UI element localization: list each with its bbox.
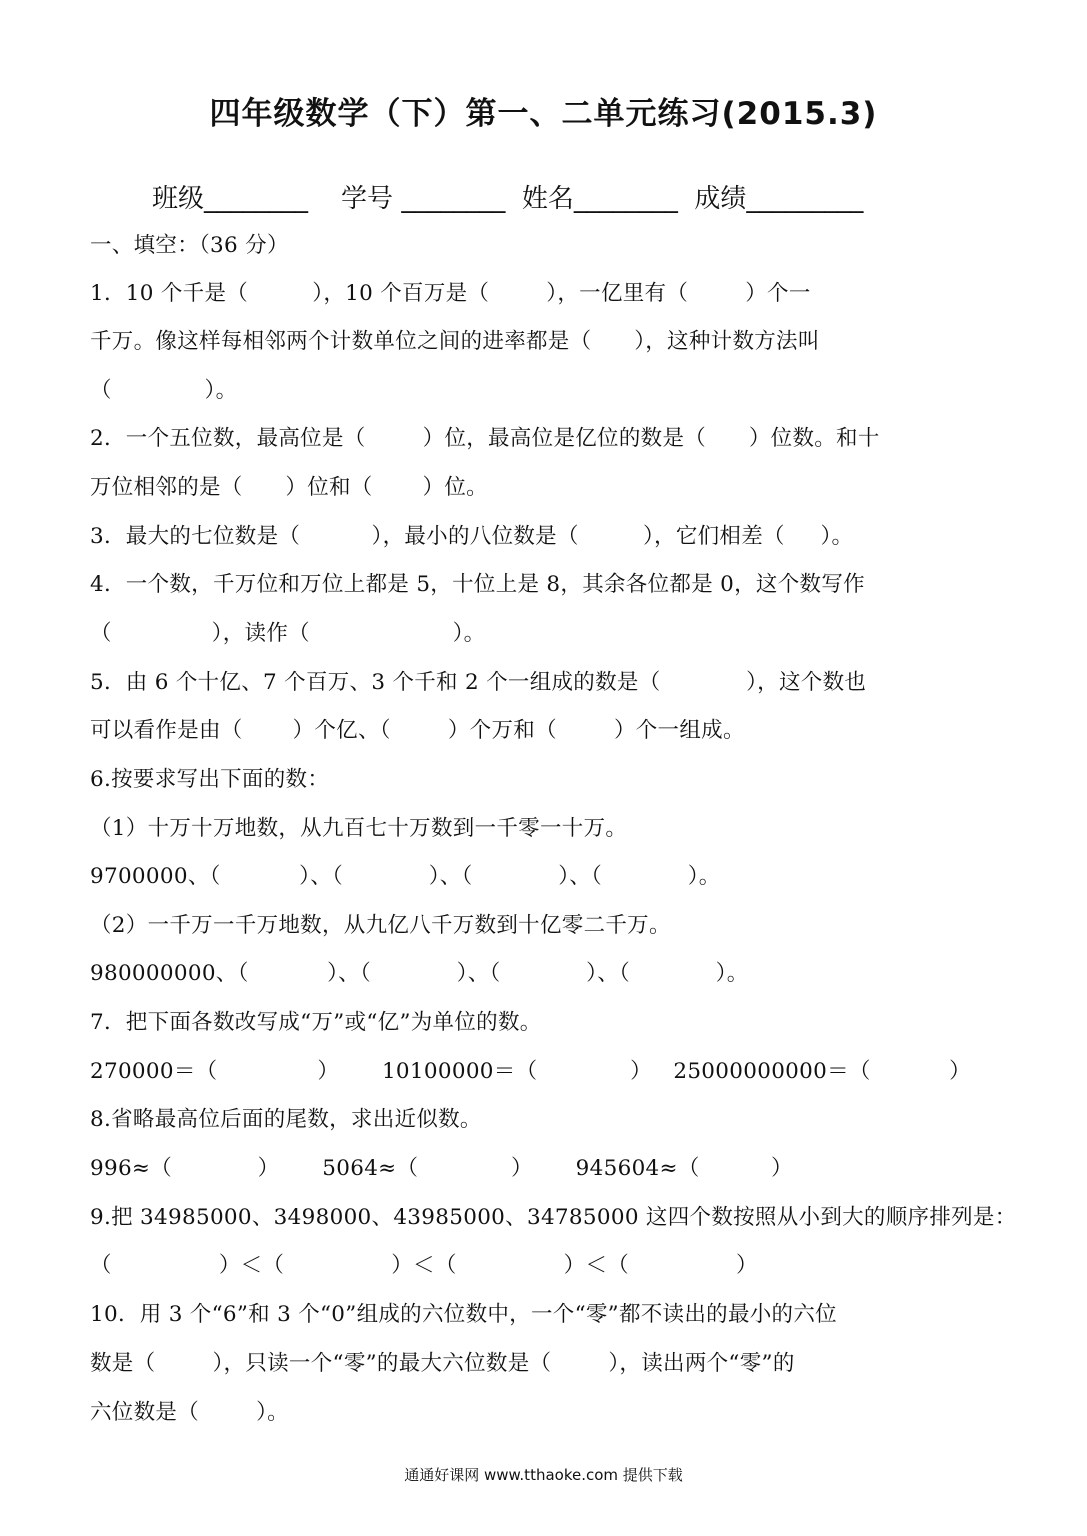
question-8-answers: 996≈（ ） 5064≈（ ） 945604≈（ ） bbox=[90, 1156, 793, 1181]
question-4-line-1: 4．一个数，千万位和万位上都是 5，十位上是 8，其余各位都是 0，这个数写作 bbox=[90, 572, 865, 597]
question-10-line-1: 10．用 3 个“6”和 3 个“0”组成的六位数中，一个“零”都不读出的最小的六位 bbox=[90, 1302, 837, 1327]
question-8-header: 8.省略最高位后面的尾数，求出近似数。 bbox=[90, 1107, 482, 1132]
question-7-answers: 270000＝（ ） 10100000＝（ ） 25000000000＝（ ） bbox=[90, 1059, 971, 1084]
question-5-line-2: 可以看作是由（ ）个亿、（ ）个万和（ ）个一组成。 bbox=[90, 718, 745, 743]
question-2-line-2: 万位相邻的是（ ）位和（ ）位。 bbox=[90, 475, 488, 500]
question-5-line-1: 5．由 6 个十亿、7 个百万、3 个千和 2 个一组成的数是（ ），这个数也 bbox=[90, 670, 867, 695]
question-9-answers: （ ）＜（ ）＜（ ）＜（ ） bbox=[90, 1253, 758, 1278]
footer-credit: 通通好课网 www.tthaoke.com 提供下载 bbox=[404, 1466, 683, 1484]
question-10-line-3: 六位数是（ ）。 bbox=[90, 1400, 289, 1425]
student-info-line: 班级________ 学号 ________ 姓名________ 成绩_________ bbox=[152, 184, 864, 214]
question-6-part-2: （2）一千万一千万地数，从九亿八千万数到十亿零二千万。 bbox=[90, 913, 671, 938]
question-9-header: 9.把 34985000、3498000、43985000、34785000 这四个数按照从小到大的顺序排列是： bbox=[90, 1205, 1017, 1230]
question-3: 3．最大的七位数是（ ），最小的八位数是（ ），它们相差（ ）。 bbox=[90, 524, 854, 549]
question-6-part-1: （1）十万十万地数，从九百七十万数到一千零一十万。 bbox=[90, 816, 628, 841]
question-10-line-2: 数是（ ），只读一个“零”的最大六位数是（ ），读出两个“零”的 bbox=[90, 1351, 795, 1376]
question-1-line-2: 千万。像这样每相邻两个计数单位之间的进率都是（ ），这种计数方法叫 bbox=[90, 329, 820, 354]
question-6-part-2-answers: 980000000、（ ）、（ ）、（ ）、（ ）。 bbox=[90, 961, 749, 986]
question-4-line-2: （ ），读作（ ）。 bbox=[90, 621, 486, 646]
question-6-header: 6.按要求写出下面的数： bbox=[90, 767, 330, 792]
question-1-line-3: （ ）。 bbox=[90, 378, 238, 403]
section-header: 一、填空：（36 分） bbox=[90, 233, 289, 258]
question-6-part-1-answers: 9700000、（ ）、（ ）、（ ）、（ ）。 bbox=[90, 864, 721, 889]
question-2-line-1: 2．一个五位数，最高位是（ ）位，最高位是亿位的数是（ ）位数。和十 bbox=[90, 426, 880, 451]
question-7-header: 7．把下面各数改写成“万”或“亿”为单位的数。 bbox=[90, 1010, 542, 1035]
page-title: 四年级数学（下）第一、二单元练习(2015.3) bbox=[209, 96, 878, 132]
question-1-line-1: 1．10 个千是（ ），10 个百万是（ ），一亿里有（ ）个一 bbox=[90, 281, 811, 306]
